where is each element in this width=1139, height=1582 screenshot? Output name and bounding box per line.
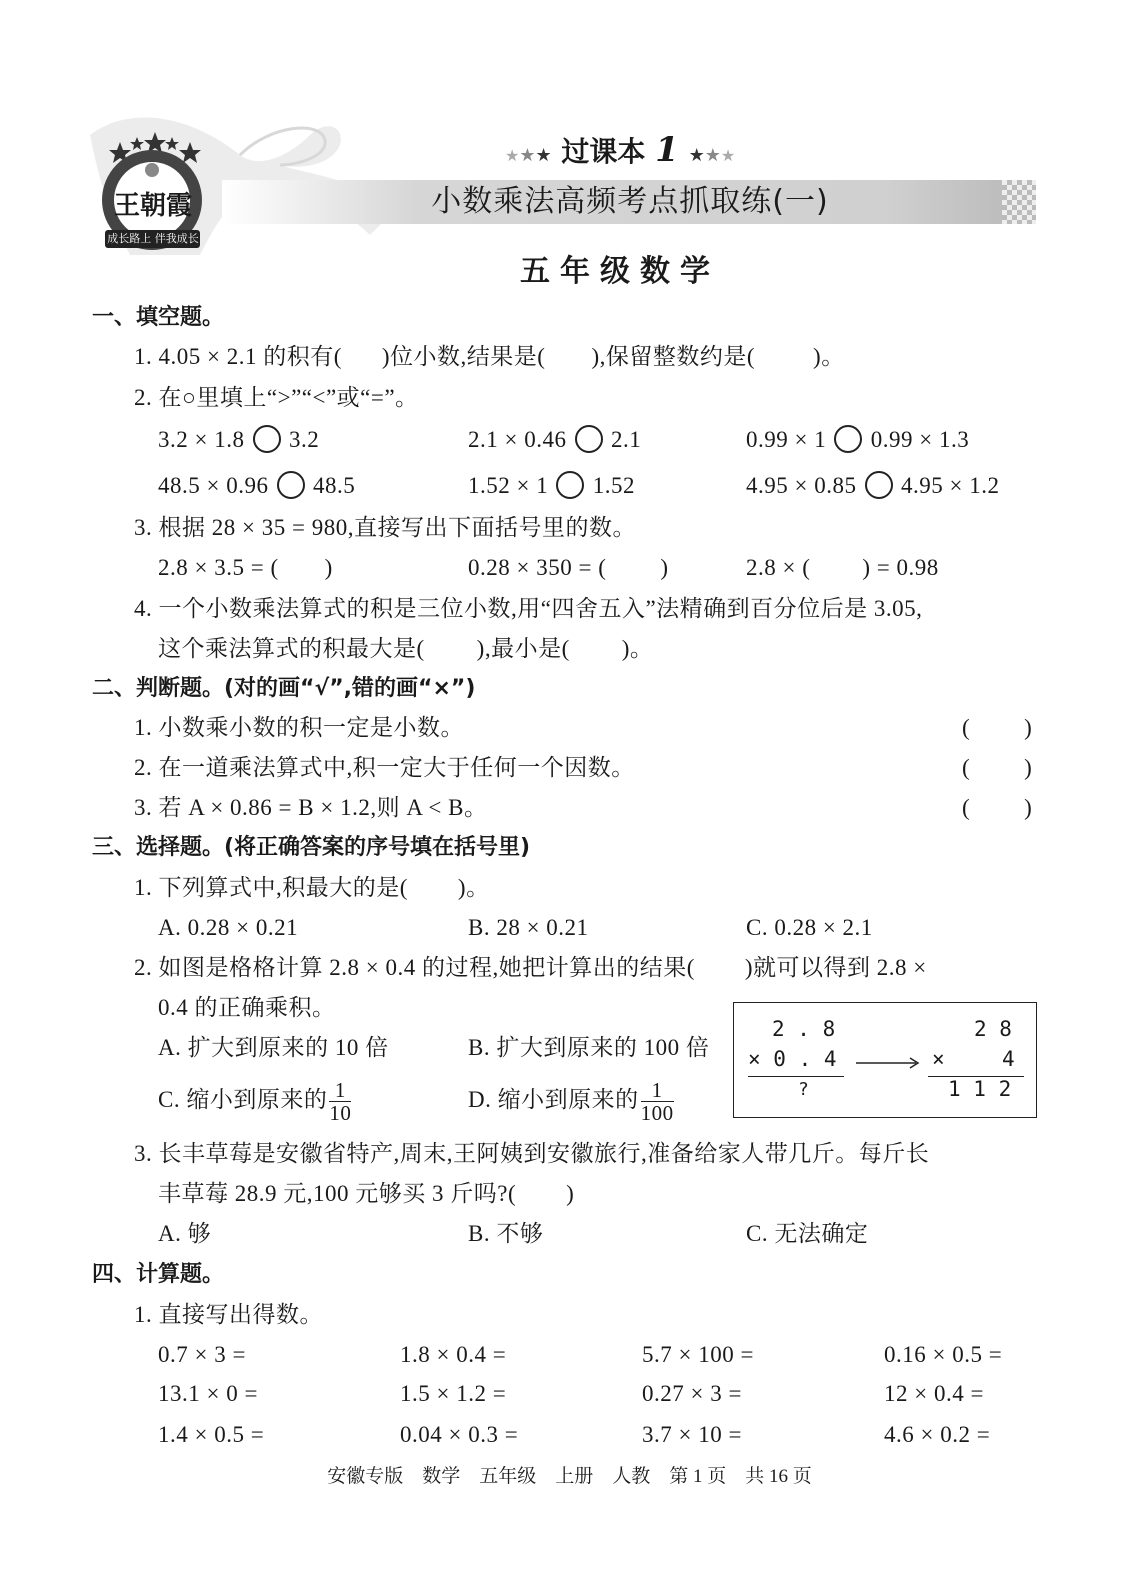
compare-circle[interactable]	[834, 425, 862, 453]
s3-q2-part: 2. 如图是格格计算 2.8 × 0.4 的过程,她把计算出的结果(	[134, 955, 695, 980]
calculation-figure	[733, 1002, 1037, 1118]
star-icon: ★	[704, 145, 721, 166]
judge-item: 3. 若 A × 0.86 = B × 1.2,则 A < B。	[134, 795, 488, 820]
s1-q1-mid1: )位小数,结果是(	[381, 344, 546, 369]
s3-q2-line2: 0.4 的正确乘积。	[158, 995, 336, 1020]
compare-item	[468, 471, 635, 501]
s1-q3-prompt: 3. 根据 28 × 35 = 980,直接写出下面括号里的数。	[134, 515, 636, 540]
option-label: D. 缩小到原来的	[468, 1087, 639, 1112]
s1-q1-mid2: ),保留整数约是(	[591, 344, 756, 369]
fill-item	[746, 553, 939, 583]
judge-paren[interactable]	[962, 793, 1032, 823]
s4-q1-prompt: 1. 直接写出得数。	[134, 1302, 323, 1327]
figure-right-top: 2 8	[974, 1017, 1012, 1041]
figure-right-bottom: 1 1 2	[948, 1077, 1012, 1101]
compare-circle[interactable]	[277, 471, 305, 499]
s3-q3-line1: 3. 长丰草莓是安徽省特产,周末,王阿姨到安徽旅行,准备给家人带几斤。每斤长	[134, 1141, 930, 1166]
s3-q3-part: )	[566, 1181, 575, 1206]
judge-paren[interactable]	[962, 753, 1032, 783]
option-b[interactable]: B. 28 × 0.21	[468, 915, 589, 940]
logo-name: 王朝霞	[113, 191, 192, 221]
star-icon: ★	[720, 146, 736, 165]
logo-motto: 成长路上 伴我成长	[107, 232, 199, 245]
calc-item[interactable]: 0.7 × 3 =	[158, 1342, 246, 1367]
series-tag-label: 过课本	[561, 135, 646, 168]
s1-q4-line1: 4. 一个小数乘法算式的积是三位小数,用“四舍五入”法精确到百分位后是 3.05,	[134, 596, 923, 621]
fraction	[641, 1079, 674, 1124]
section1-title: 一、填空题。	[92, 305, 225, 330]
star-icon: ★	[519, 145, 536, 166]
section3-title: 三、选择题。(将正确答案的序号填在括号里)	[92, 835, 531, 860]
banner-title: 小数乘法高频考点抓取练(一)	[431, 184, 829, 219]
s1-q1	[134, 342, 845, 372]
logo	[95, 130, 210, 255]
compare-circle[interactable]	[253, 425, 281, 453]
star-icon: ★	[688, 145, 705, 166]
arrow-right-icon	[856, 1056, 924, 1070]
fraction-denominator: 100	[640, 1101, 674, 1126]
s3-q1-part: )。	[457, 875, 490, 900]
fill-close: )	[660, 555, 669, 580]
figure-left-top: 2 . 8	[772, 1017, 836, 1041]
star-icon: ★	[535, 145, 552, 166]
compare-left: 2.1 × 0.46	[468, 427, 567, 452]
judge-item: 1. 小数乘小数的积一定是小数。	[134, 715, 464, 740]
compare-left: 1.52 × 1	[468, 473, 549, 498]
calc-item[interactable]: 4.6 × 0.2 =	[884, 1422, 991, 1447]
series-number: 1	[655, 130, 679, 170]
s3-q1-part: 1. 下列算式中,积最大的是(	[134, 875, 408, 900]
series-tag	[505, 130, 736, 170]
s1-q4-part: ),最小是(	[476, 636, 570, 661]
banner-checker	[1002, 180, 1036, 224]
paren-close: )	[1024, 715, 1033, 740]
calc-item[interactable]: 5.7 × 100 =	[642, 1342, 754, 1367]
compare-left: 0.99 × 1	[746, 427, 827, 452]
fraction	[329, 1079, 351, 1124]
paren-close: )	[1024, 795, 1033, 820]
option-a[interactable]: A. 0.28 × 0.21	[158, 915, 299, 940]
option-c[interactable]: C. 0.28 × 2.1	[746, 915, 873, 940]
compare-right: 3.2	[288, 427, 320, 452]
figure-right-mid-op: ×	[932, 1047, 945, 1071]
judge-paren[interactable]	[962, 713, 1032, 743]
section4-title: 四、计算题。	[92, 1262, 225, 1287]
compare-right: 48.5	[312, 473, 356, 498]
option-b[interactable]: B. 扩大到原来的 100 倍	[468, 1035, 710, 1060]
compare-right: 4.95 × 1.2	[900, 473, 1000, 498]
fill-item	[468, 553, 669, 583]
s1-q1-prefix: 1. 4.05 × 2.1 的积有(	[134, 344, 342, 369]
figure-left-rule	[748, 1076, 844, 1077]
star-icon: ★	[505, 146, 520, 165]
option-a[interactable]: A. 扩大到原来的 10 倍	[158, 1035, 389, 1060]
figure-left-bottom: ?	[798, 1079, 809, 1100]
fill-expr: 2.8 × 3.5 = (	[158, 555, 279, 580]
fraction-numerator: 1	[329, 1079, 351, 1102]
fraction-denominator: 10	[329, 1101, 352, 1126]
calc-item[interactable]: 0.27 × 3 =	[642, 1381, 742, 1406]
compare-right: 1.52	[592, 473, 635, 498]
calc-item[interactable]: 1.8 × 0.4 =	[400, 1342, 507, 1367]
s1-q4-line2	[158, 634, 653, 664]
compare-right: 0.99 × 1.3	[870, 427, 970, 452]
compare-item	[468, 425, 641, 455]
s3-q3-part: 丰草莓 28.9 元,100 元够买 3 斤吗?(	[158, 1181, 517, 1206]
s1-q1-end: )。	[813, 344, 845, 369]
compare-right: 2.1	[610, 427, 642, 452]
page-footer: 安徽专版 数学 五年级 上册 人教 第 1 页 共 16 页	[327, 1466, 812, 1487]
fraction-numerator: 1	[641, 1079, 674, 1102]
option-label: C. 缩小到原来的	[158, 1087, 328, 1112]
section2-title: 二、判断题。(对的画“√”,错的画“×”)	[92, 676, 476, 701]
calc-item[interactable]: 1.5 × 1.2 =	[400, 1381, 507, 1406]
paren-close: )	[1024, 755, 1033, 780]
compare-left: 3.2 × 1.8	[158, 427, 245, 452]
paren-open: (	[962, 795, 971, 820]
compare-left: 48.5 × 0.96	[158, 473, 269, 498]
figure-left-mid: × 0 . 4	[748, 1047, 837, 1071]
fill-expr: 0.28 × 350 = (	[468, 555, 607, 580]
calc-item[interactable]: 3.7 × 10 =	[642, 1422, 742, 1447]
calc-item[interactable]: 13.1 × 0 =	[158, 1381, 258, 1406]
compare-item	[158, 471, 355, 501]
calc-item[interactable]: 12 × 0.4 =	[884, 1381, 984, 1406]
paren-open: (	[962, 715, 971, 740]
compare-item	[746, 425, 969, 455]
page-subtitle: 五年级数学	[520, 254, 720, 289]
s3-q2-line1	[134, 953, 927, 983]
s1-q4-part: )。	[621, 636, 654, 661]
compare-left: 4.95 × 0.85	[746, 473, 857, 498]
figure-right-mid-val: 4	[1002, 1047, 1015, 1071]
fill-close: ) = 0.98	[862, 555, 939, 580]
compare-circle[interactable]	[575, 425, 603, 453]
calc-item[interactable]: 0.16 × 0.5 =	[884, 1342, 1003, 1367]
fill-item	[158, 553, 333, 583]
s3-q1-prompt	[134, 873, 490, 903]
compare-item	[746, 471, 999, 501]
s1-q2-prompt: 2. 在○里填上“>”“<”或“=”。	[134, 385, 419, 410]
option-d[interactable]	[468, 1072, 674, 1128]
s3-q2-part: )就可以得到 2.8 ×	[744, 955, 927, 980]
compare-circle[interactable]	[865, 471, 893, 499]
option-b[interactable]: B. 不够	[468, 1221, 544, 1246]
s3-q3-line2	[158, 1179, 574, 1209]
fill-close: )	[324, 555, 333, 580]
fill-expr: 2.8 × (	[746, 555, 811, 580]
compare-circle[interactable]	[556, 471, 584, 499]
calc-item[interactable]: 0.04 × 0.3 =	[400, 1422, 519, 1447]
paren-open: (	[962, 755, 971, 780]
s1-q4-part: 这个乘法算式的积最大是(	[158, 636, 425, 661]
calc-item[interactable]: 1.4 × 0.5 =	[158, 1422, 265, 1447]
option-c[interactable]: C. 无法确定	[746, 1221, 869, 1246]
option-c[interactable]	[158, 1072, 351, 1128]
option-a[interactable]: A. 够	[158, 1221, 212, 1246]
judge-item: 2. 在一道乘法算式中,积一定大于任何一个因数。	[134, 755, 635, 780]
compare-item	[158, 425, 319, 455]
